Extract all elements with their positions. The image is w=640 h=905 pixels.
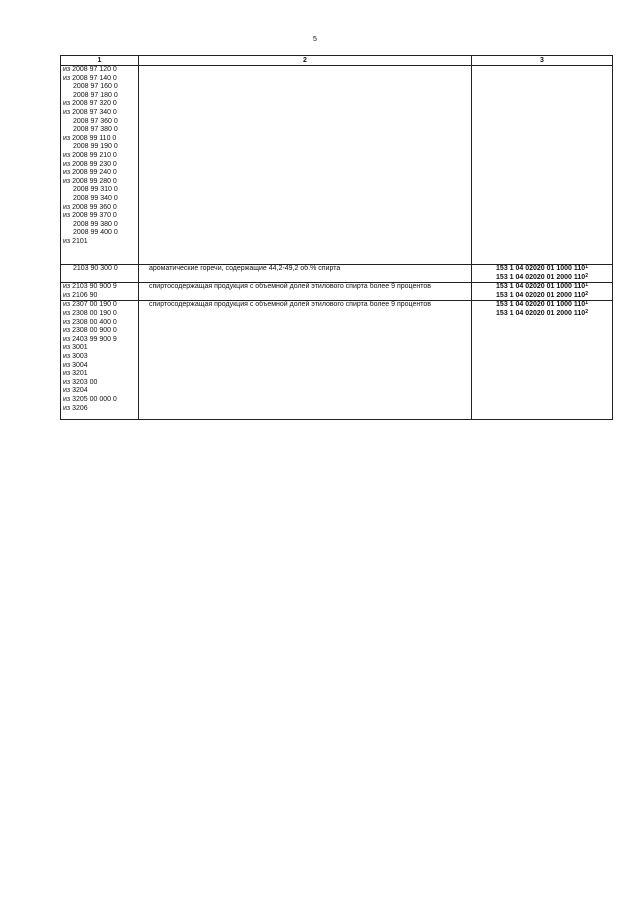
column-header-3: 3	[472, 56, 613, 66]
table-header-row	[61, 56, 613, 66]
codes-cell	[61, 265, 139, 283]
table-row	[61, 301, 613, 420]
description-text: спиртосодержащая продукция с объемной долей этилового спирта более 9 процентов	[149, 283, 431, 291]
code-line: из 3003	[63, 352, 88, 360]
code-line: из 2008 99 110 0	[63, 134, 117, 142]
code-line: из 2308 00 400 0	[63, 318, 117, 326]
code-line: из 2008 99 210 0	[63, 151, 117, 159]
code-line: 2008 99 190 0	[73, 143, 118, 151]
code-line: из 2008 97 320 0	[63, 100, 117, 108]
code-line: 2008 99 380 0	[73, 220, 118, 228]
code-line: из 3206	[63, 404, 88, 412]
code-line: 2008 97 160 0	[73, 83, 118, 91]
page-number: 5	[313, 36, 317, 43]
code-line: 2008 99 340 0	[73, 194, 118, 202]
code-line: 2008 97 380 0	[73, 126, 118, 134]
code-line: из 2308 00 900 0	[63, 327, 117, 335]
code-line: из 2008 99 360 0	[63, 203, 117, 211]
code-line: из 3201	[63, 370, 88, 378]
description-cell	[139, 66, 472, 265]
description-cell	[139, 283, 472, 301]
code-line: из 3004	[63, 361, 88, 369]
table-row	[61, 283, 613, 301]
code-line: из 3203 00	[63, 378, 98, 386]
code-line: из 2308 00 190 0	[63, 309, 117, 317]
table-row	[61, 265, 613, 283]
code-line: 2008 97 180 0	[73, 91, 118, 99]
description-cell	[139, 301, 472, 420]
kbk-code: 153 1 04 02020 01 1000 $110^1$	[496, 282, 588, 291]
kbk-cell	[472, 301, 613, 420]
codes-cell	[61, 66, 139, 265]
table-row	[61, 66, 613, 265]
code-line: 2103 90 300 0	[73, 265, 118, 272]
code-line: из 2008 97 120 0	[63, 66, 117, 73]
code-line: из 3204	[63, 387, 88, 395]
kbk-cell	[472, 66, 613, 265]
code-line: из 3205 00 000 0	[63, 395, 117, 403]
code-line: 2008 97 360 0	[73, 117, 118, 125]
code-line: 2008 99 310 0	[73, 186, 118, 194]
kbk-code: 153 1 04 02020 01 1000 $110^1$	[496, 264, 588, 272]
code-line: из 2103 90 900 9	[63, 283, 117, 291]
code-line: из 2008 97 140 0	[63, 74, 117, 82]
code-line: из 2008 99 230 0	[63, 160, 117, 168]
code-line: из 2008 99 280 0	[63, 177, 117, 185]
kbk-cell	[472, 283, 613, 301]
kbk-code: 153 1 04 02020 01 2000 $110^2$	[496, 308, 588, 317]
kbk-code: 153 1 04 02020 01 1000 $110^1$	[496, 300, 588, 309]
kbk-cell	[472, 265, 613, 283]
kbk-code: 153 1 04 02020 01 2000 $110^2$	[496, 290, 588, 299]
code-line: из 2307 00 190 0	[63, 301, 117, 309]
code-line: из 2403 99 900 9	[63, 335, 117, 343]
column-header-1: 1	[61, 56, 139, 66]
code-line: из 3001	[63, 344, 88, 352]
code-line: из 2008 99 370 0	[63, 212, 117, 220]
codes-cell	[61, 283, 139, 301]
code-line: из 2008 97 340 0	[63, 108, 117, 116]
tariff-code-table	[60, 55, 613, 420]
code-line: из 2101	[63, 237, 88, 245]
description-cell	[139, 265, 472, 283]
description-text: спиртосодержащая продукция с объемной долей этилового спирта более 9 процентов	[149, 301, 431, 309]
code-line: из 2008 99 240 0	[63, 169, 117, 177]
codes-cell	[61, 301, 139, 420]
code-line: 2008 99 400 0	[73, 229, 118, 237]
kbk-code: 153 1 04 02020 01 2000 $110^2$	[496, 272, 588, 281]
column-header-2: 2	[139, 56, 472, 66]
description-text: ароматические горечи, содержащие 44,2-49,2 об.% спирта	[149, 265, 341, 272]
code-line: из 2106 90	[63, 291, 98, 299]
